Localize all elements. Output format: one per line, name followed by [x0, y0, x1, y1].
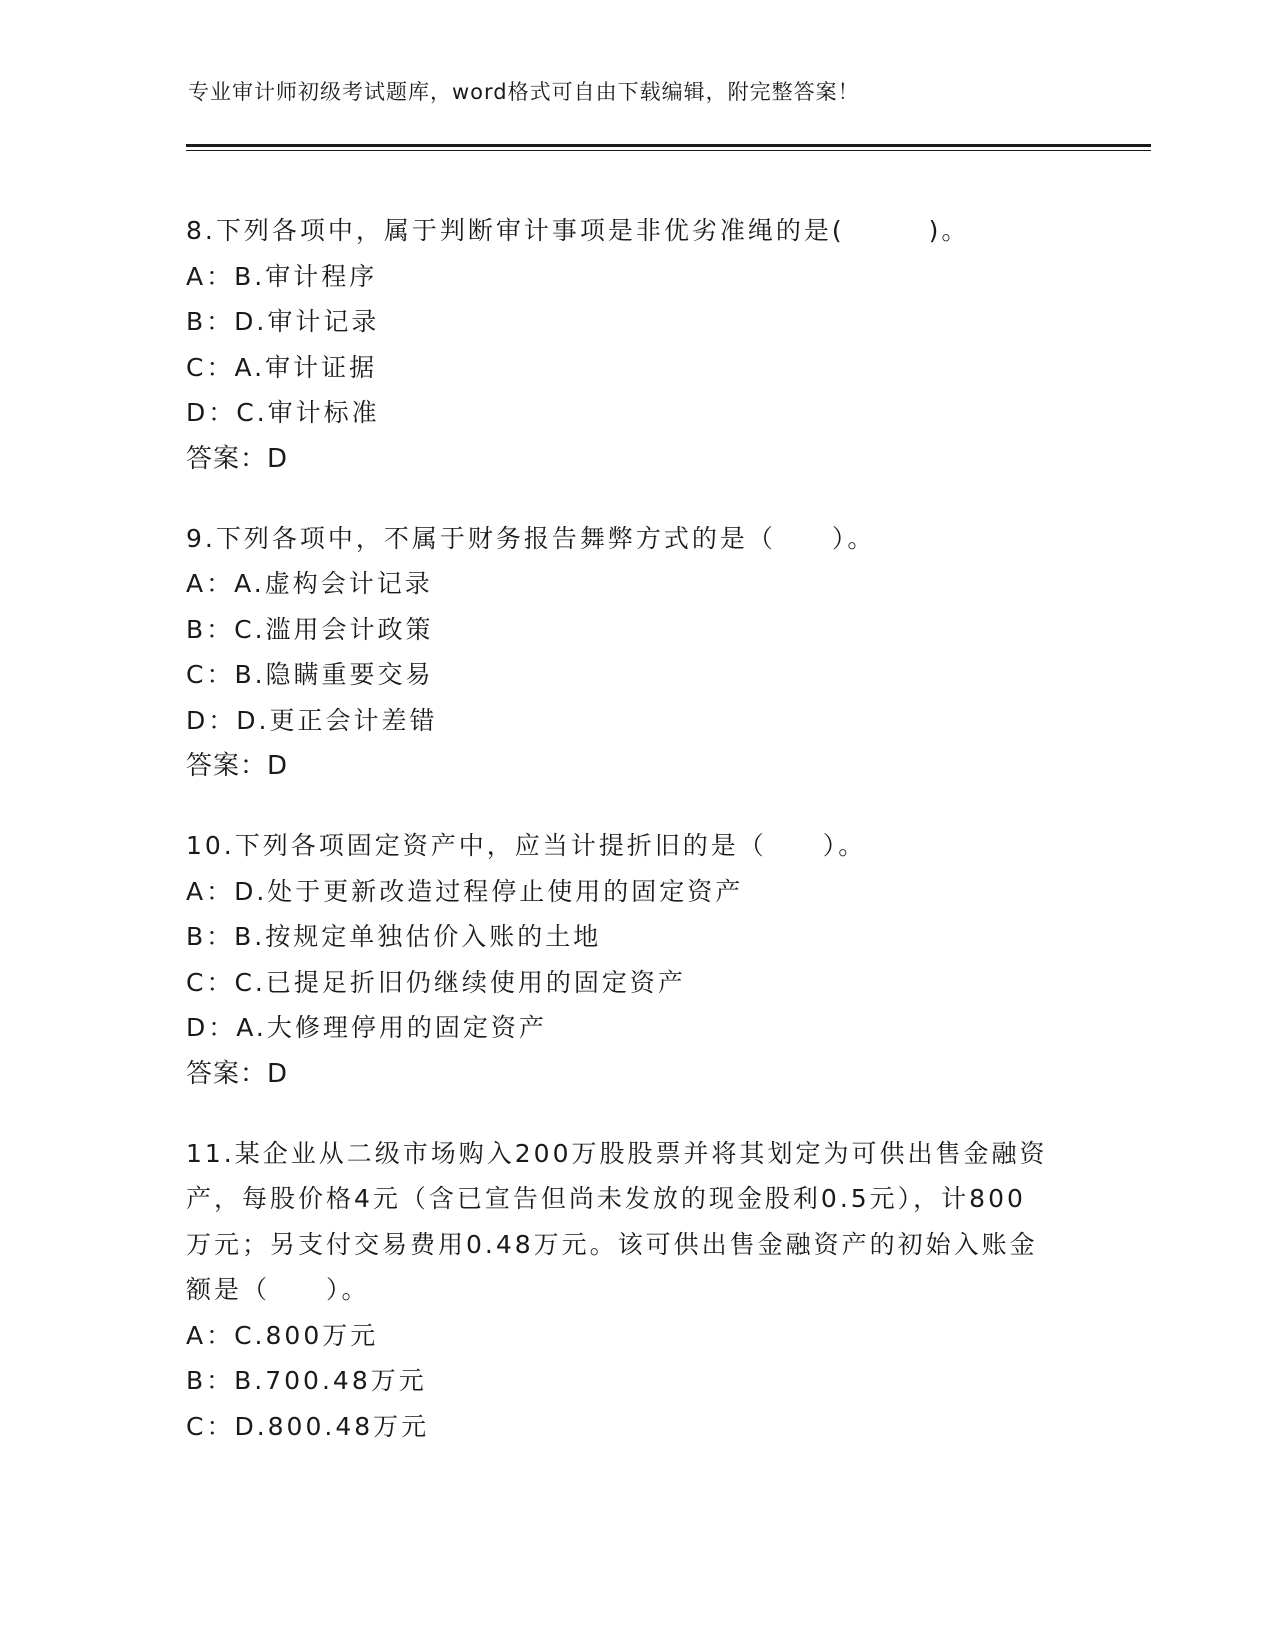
question-stem-line: 额是（ ）。 — [186, 1275, 370, 1304]
option-c: C：A.审计证据 — [186, 352, 378, 382]
question-stem-line: 11.某企业从二级市场购入200万股股票并将其划定为可供出售金融资 — [186, 1138, 1048, 1168]
question-stem — [186, 823, 1086, 869]
option-d: D：D.更正会计差错 — [186, 705, 438, 735]
page-header: 专业审计师初级考试题库，word格式可自由下载编辑，附完整答案！ — [188, 80, 860, 104]
option-b: B：C.滥用会计政策 — [186, 614, 434, 644]
option-b: B：B.按规定单独估价入账的土地 — [186, 922, 602, 951]
question-stem-line: 9.下列各项中，不属于财务报告舞弊方式的是（ ）。 — [186, 523, 876, 553]
option-d: D：C.审计标准 — [186, 398, 380, 427]
option-b: B：B.700.48万元 — [186, 1366, 427, 1395]
option-d: D：A.大修理停用的固定资产 — [186, 1013, 547, 1042]
question-10 — [186, 823, 1086, 1097]
question-8 — [186, 208, 1086, 482]
question-stem-line: 万元；另支付交易费用0.48万元。该可供出售金融资产的初始入账金 — [186, 1229, 1038, 1259]
answer: 答案：D — [186, 751, 289, 781]
question-stem — [186, 208, 1086, 254]
option-a: A：D.处于更新改造过程停止使用的固定资产 — [186, 876, 744, 906]
question-list — [186, 208, 1086, 1483]
answer: 答案：D — [186, 1058, 289, 1089]
option-b: B：D.审计记录 — [186, 307, 380, 336]
option-a: A：B.审计程序 — [186, 261, 378, 291]
option-c: C：C.已提足折旧仍继续使用的固定资产 — [186, 967, 686, 997]
option-a: A：C.800万元 — [186, 1320, 379, 1350]
header-rule-thin — [186, 150, 1151, 151]
question-9 — [186, 516, 1086, 790]
question-stem-line: 产，每股价格4元（含已宣告但尚未发放的现金股利0.5元），计800 — [186, 1184, 1026, 1213]
header-rule-thick — [186, 144, 1151, 147]
question-stem-line: 8.下列各项中，属于判断审计事项是非优劣准绳的是( )。 — [186, 216, 970, 245]
answer: 答案：D — [186, 443, 289, 474]
question-stem-line: 10.下列各项固定资产中，应当计提折旧的是（ ）。 — [186, 831, 867, 860]
option-c: C：B.隐瞒重要交易 — [186, 660, 434, 689]
option-c: C：D.800.48万元 — [186, 1411, 430, 1441]
question-stem — [186, 1131, 1086, 1313]
option-a: A：A.虚构会计记录 — [186, 569, 433, 598]
question-stem — [186, 516, 1086, 562]
question-11 — [186, 1131, 1086, 1450]
